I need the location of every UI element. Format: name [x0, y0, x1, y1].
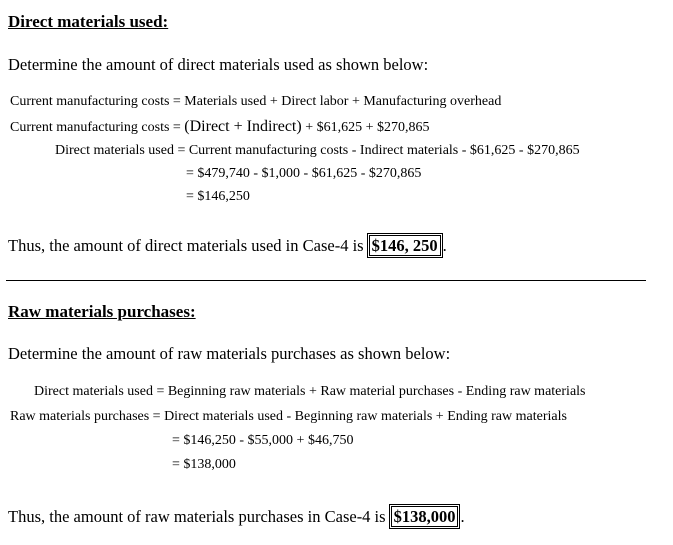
equation-5: = $146,250 [186, 189, 250, 204]
equation-2-lhs: Current manufacturing costs = [10, 120, 181, 135]
heading-direct-materials: Direct materials used: [8, 12, 169, 31]
conclusion-direct-materials [8, 233, 447, 258]
answer-box [367, 233, 443, 258]
equation-2-rest: + $61,625 + $270,865 [305, 120, 430, 135]
raw-equation-1: Direct materials used = Beginning raw materials + Raw material purchases - Ending raw materials [34, 384, 586, 399]
answer-direct-materials: $146, 250 [369, 235, 441, 256]
raw-equation-3: = $146,250 - $55,000 + $46,750 [172, 433, 354, 448]
equation-3: Direct materials used = Current manufacturing costs - Indirect materials - $61,625 - $270,865 [55, 143, 580, 158]
conclusion-end: . [442, 236, 447, 255]
intro-direct-materials: Determine the amount of direct materials used as shown below: [8, 55, 429, 74]
raw-conclusion-text: Thus, the amount of raw materials purchases in Case-4 is [8, 507, 386, 526]
conclusion-text: Thus, the amount of direct materials used in Case-4 is [8, 236, 364, 255]
raw-equation-2: Raw materials purchases = Direct materials used - Beginning raw materials + Ending raw materials [10, 409, 567, 424]
raw-answer-box [389, 504, 461, 529]
equation-4: = $479,740 - $1,000 - $61,625 - $270,865 [186, 166, 422, 181]
intro-raw-materials: Determine the amount of raw materials purchases as shown below: [8, 344, 451, 363]
equation-2-paren: (Direct + Indirect) [184, 118, 302, 135]
equation-1: Current manufacturing costs = Materials used + Direct labor + Manufacturing overhead [10, 94, 502, 109]
section-divider [6, 280, 646, 281]
conclusion-raw-materials [8, 504, 465, 529]
answer-raw-materials: $138,000 [391, 506, 459, 527]
heading-raw-materials: Raw materials purchases: [8, 302, 196, 321]
raw-equation-4: = $138,000 [172, 457, 236, 472]
equation-2 [10, 118, 430, 136]
raw-conclusion-end: . [460, 507, 465, 526]
